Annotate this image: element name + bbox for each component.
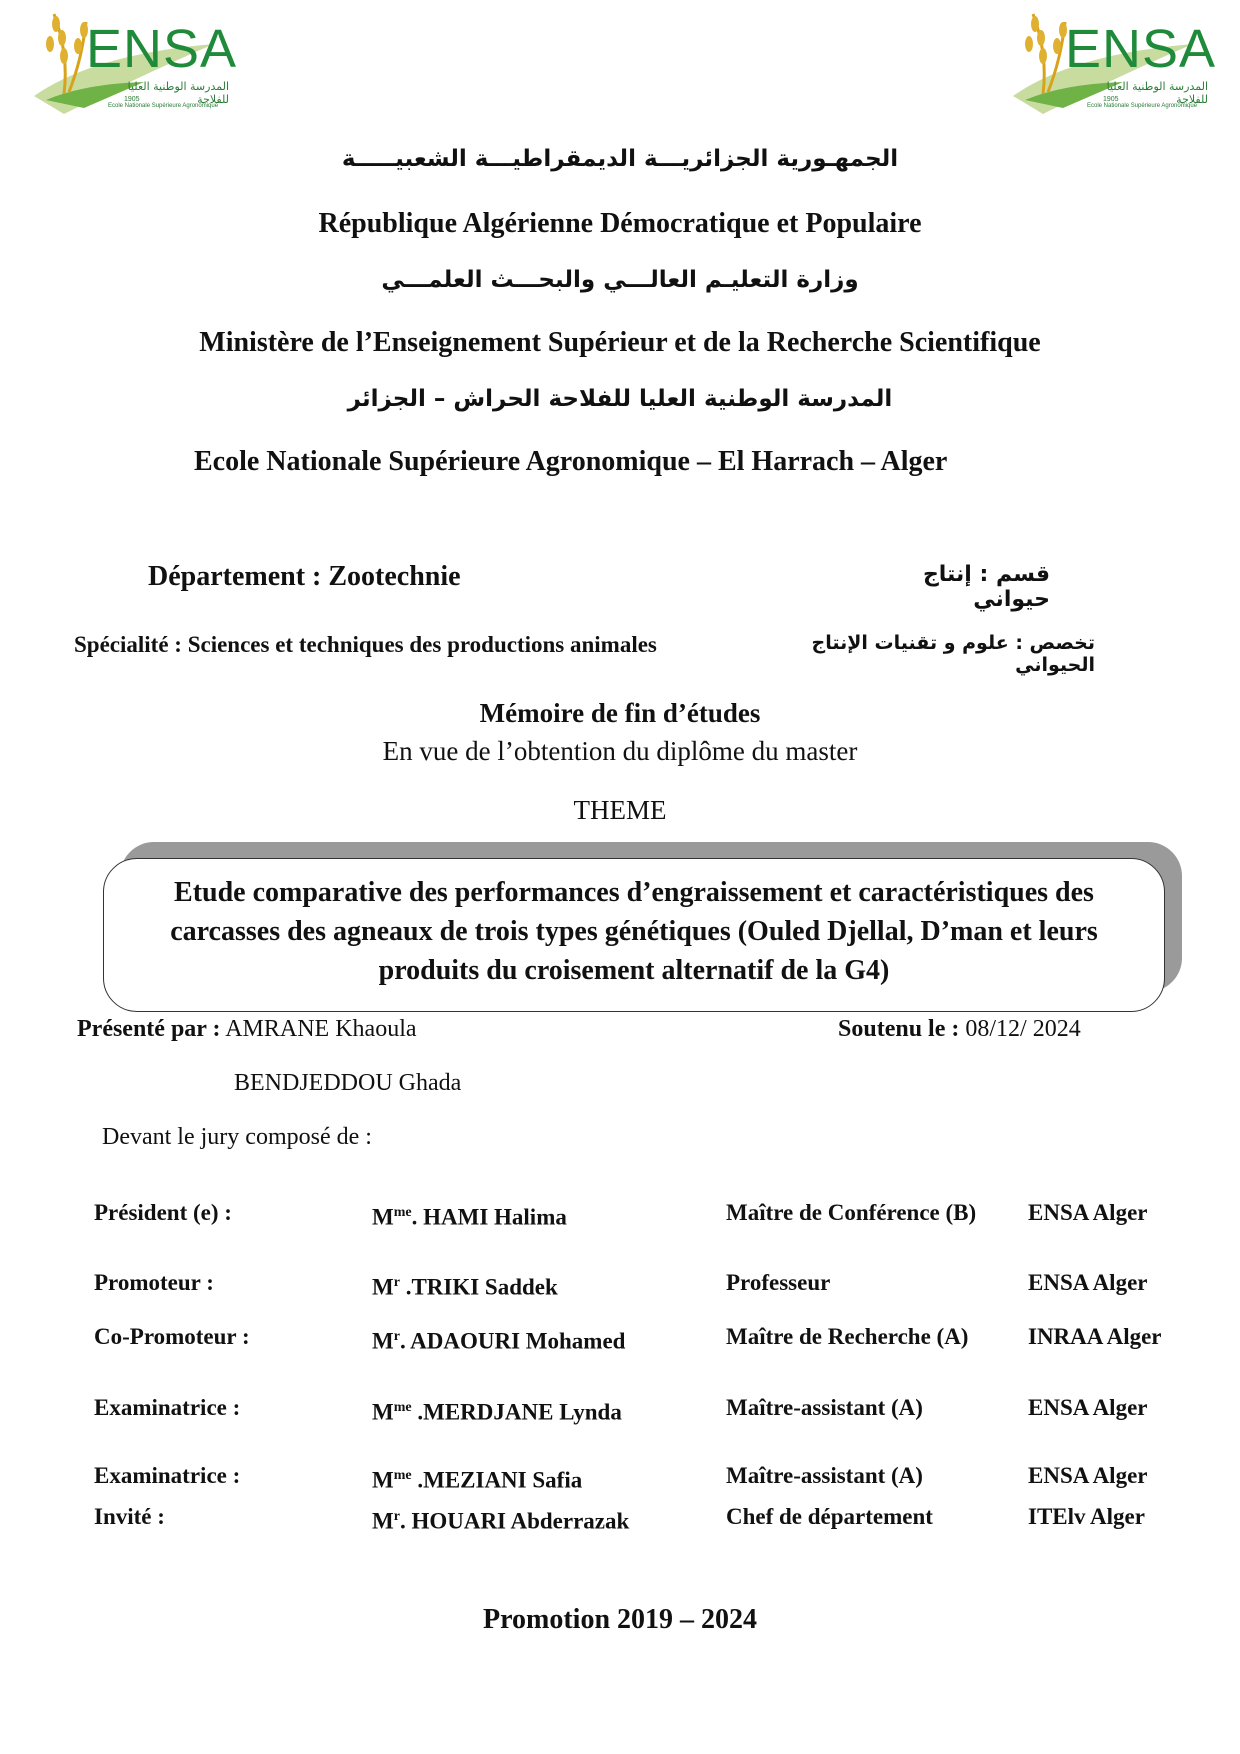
jury-grade: Maître de Conférence (B) <box>726 1200 977 1225</box>
jury-title-prefix: M <box>372 1508 394 1534</box>
jury-name: .TRIKI Saddek <box>399 1274 558 1300</box>
theme-label: THEME <box>573 795 667 825</box>
defense-info <box>838 1016 1081 1043</box>
jury-institution: ENSA Alger <box>1028 1270 1148 1295</box>
promotion: Promotion 2019 – 2024 <box>482 1604 758 1635</box>
french-ministry-title: Ministère de l’Enseignement Supérieur et de la Recherche Scientifique <box>199 327 1041 358</box>
theme-title <box>104 873 1164 990</box>
jury-name: . ADAOURI Mohamed <box>399 1328 626 1354</box>
french-school-title: Ecole Nationale Supérieure Agronomique – El Harrach – Alger <box>194 446 948 477</box>
presented-by <box>77 1016 417 1043</box>
jury-role: Examinatrice : <box>94 1395 241 1420</box>
jury-intro: Devant le jury composé de : <box>102 1124 372 1150</box>
defended-label: Soutenu le : <box>838 1016 960 1042</box>
jury-title-superscript: r <box>393 1329 400 1344</box>
student-1: AMRANE Khaoula <box>225 1016 417 1042</box>
jury-name: . HAMI Halima <box>411 1204 567 1230</box>
jury-member-name <box>372 1268 672 1302</box>
jury-institution: ENSA Alger <box>1028 1200 1148 1225</box>
jury-grade: Maître-assistant (A) <box>726 1463 923 1488</box>
logo-year: 1905 <box>1103 96 1119 103</box>
logo-year: 1905 <box>124 96 140 103</box>
jury-grade: Maître-assistant (A) <box>726 1395 923 1420</box>
jury-name: . HOUARI Abderrazak <box>399 1508 630 1534</box>
theme-line-1: Etude comparative des performances d’engraissement et caractéristiques des <box>174 877 1094 908</box>
jury-title-superscript: r <box>393 1509 400 1524</box>
jury-institution: INRAA Alger <box>1028 1324 1162 1349</box>
jury-member-name <box>372 1198 672 1232</box>
logo-french-subtitle: Ecole Nationale Supérieure Agronomique <box>108 103 219 109</box>
jury-member-name <box>372 1461 672 1495</box>
theme-line-3: produits du croisement alternatif de la G4) <box>378 955 890 986</box>
logo-arabic-subtitle: المدرسة الوطنية العليا للفلاحة <box>127 80 229 106</box>
jury-title-prefix: M <box>372 1328 394 1354</box>
jury-grade: Maître de Recherche (A) <box>726 1324 969 1349</box>
jury-role: Invité : <box>94 1504 165 1529</box>
jury-role: Co-Promoteur : <box>94 1324 250 1349</box>
jury-title-superscript: me <box>393 1468 412 1483</box>
ensa-logo-right <box>1003 4 1217 120</box>
presented-by-label: Présenté par : <box>77 1016 221 1042</box>
arabic-republic-title: الجمهـورية الجزائريـــة الديمقراطيـــة الشعبيـــــة <box>341 146 899 172</box>
memoire-title: Mémoire de fin d’études <box>479 698 761 728</box>
jury-member-name <box>372 1393 672 1427</box>
logo-french-subtitle: Ecole Nationale Supérieure Agronomique <box>1087 103 1198 109</box>
jury-role: Examinatrice : <box>94 1463 241 1488</box>
jury-name: .MEZIANI Safia <box>411 1467 583 1493</box>
arabic-ministry-title: وزارة التعليـم العالـــي والبحـــث العلمـــي <box>381 267 859 293</box>
jury-member-name <box>372 1322 672 1356</box>
department-ar: قسم : إنتاج حيواني <box>922 562 1050 612</box>
theme-box <box>103 858 1165 1012</box>
jury-member-name <box>372 1502 672 1536</box>
jury-grade: Professeur <box>726 1270 831 1295</box>
speciality-fr: Spécialité : Sciences et techniques des productions animales <box>74 632 657 657</box>
jury-title-prefix: M <box>372 1204 394 1230</box>
defense-date: 08/12/ 2024 <box>965 1016 1081 1042</box>
jury-title-prefix: M <box>372 1399 394 1425</box>
jury-title-prefix: M <box>372 1274 394 1300</box>
department-fr: Département : Zootechnie <box>148 561 461 592</box>
logo-text: ENSA <box>86 19 238 79</box>
speciality-ar: تخصص : علوم و تقنيات الإنتاج الحيواني <box>811 632 1095 676</box>
jury-role: Promoteur : <box>94 1270 214 1295</box>
jury-institution: ITElv Alger <box>1028 1504 1145 1529</box>
logo-text: ENSA <box>1065 19 1217 79</box>
jury-role: Président (e) : <box>94 1200 232 1225</box>
jury-institution: ENSA Alger <box>1028 1395 1148 1420</box>
jury-title-prefix: M <box>372 1467 394 1493</box>
jury-title-superscript: me <box>393 1400 412 1415</box>
logo-arabic-subtitle: المدرسة الوطنية العليا للفلاحة <box>1106 80 1208 106</box>
jury-institution: ENSA Alger <box>1028 1463 1148 1488</box>
theme-line-2: carcasses des agneaux de trois types génétiques (Ouled Djellal, D’man et leurs <box>170 916 1098 947</box>
jury-name: .MERDJANE Lynda <box>411 1399 622 1425</box>
jury-title-superscript: me <box>393 1205 412 1220</box>
jury-grade: Chef de département <box>726 1504 933 1529</box>
student-2: BENDJEDDOU Ghada <box>234 1070 462 1096</box>
french-republic-title: République Algérienne Démocratique et Populaire <box>318 208 922 239</box>
jury-title-superscript: r <box>393 1275 400 1290</box>
memoire-subtitle: En vue de l’obtention du diplôme du master <box>382 736 858 766</box>
ensa-logo-left <box>24 4 238 120</box>
arabic-school-title: المدرسة الوطنية العليا للفلاحة الحراش – الجزائر <box>347 386 893 412</box>
